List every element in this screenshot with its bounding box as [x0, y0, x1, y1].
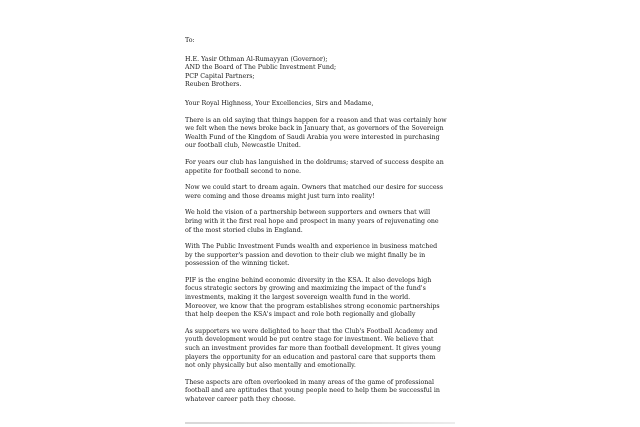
- paragraph-line: Wealth Fund of the Kingdom of Saudi Arabia you were interested in purchasing: [185, 133, 440, 141]
- paragraph-line: We hold the vision of a partnership between supporters and owners that will: [185, 209, 431, 217]
- addressee-line: AND the Board of The Public Investment Fund;: [185, 64, 337, 72]
- paragraph-line: For years our club has languished in the doldrums; starved of success despite an: [185, 158, 444, 166]
- paragraph-line: football and are aptitudes that young people need to help them be successful in: [185, 387, 440, 395]
- paragraph-doldrums: [185, 159, 455, 176]
- paragraph-vision: [185, 209, 455, 235]
- paragraph-academy: [185, 328, 455, 371]
- addressee-block: [185, 56, 455, 90]
- paragraph-aptitudes: [185, 379, 455, 405]
- cropped-text-line: [185, 421, 455, 425]
- paragraph-line: youth development would be put centre stage for investment. We believe that: [185, 336, 434, 344]
- letter-body: [185, 37, 455, 413]
- paragraph-line: Now we could start to dream again. Owners that matched our desire for success: [185, 184, 444, 192]
- paragraph-line: we felt when the news broke back in January that, as governors of the Sovereign: [185, 125, 444, 133]
- paragraph-line: that help deepen the KSA's impact and role both regionally and globally: [185, 311, 416, 319]
- paragraph-line: Moreover, we know that the program establishes strong economic partnerships: [185, 302, 440, 310]
- paragraph-line: our football club, Newcastle United.: [185, 142, 301, 150]
- paragraph-line: were coming and those dreams might just turn into reality!: [185, 192, 375, 200]
- paragraph-line: focus strategic sectors by growing and maximizing the impact of the fund's: [185, 285, 426, 293]
- salutation: Your Royal Highness, Your Excellencies, Sirs and Madame,: [185, 99, 374, 107]
- paragraph-line: not only physically but also mentally and emotionally.: [185, 362, 356, 370]
- paragraph-line: With The Public Investment Funds wealth and experience in business matched: [185, 243, 438, 251]
- paragraph-line: such an investment provides far more than football development. It gives young: [185, 345, 441, 353]
- paragraph-line: appetite for football second to none.: [185, 167, 302, 175]
- paragraph-opening: [185, 117, 455, 151]
- cropped-text-fragment: [185, 422, 455, 424]
- addressee-line: Reuben Brothers.: [185, 81, 242, 89]
- recipient-label: To:: [185, 37, 195, 44]
- paragraph-line: by the supporter's passion and devotion to their club we might finally be in: [185, 251, 426, 259]
- paragraph-dream: [185, 184, 455, 201]
- paragraph-line: There is an old saying that things happen for a reason and that was certainly how: [185, 116, 447, 124]
- paragraph-line: of the most storied clubs in England.: [185, 226, 303, 234]
- paragraph-line: PIF is the engine behind economic diversity in the KSA. It also develops high: [185, 276, 432, 284]
- paragraph-line: bring with it the first real hope and prospect in many years of rejuvenating one: [185, 217, 439, 225]
- paragraph-line: These aspects are often overlooked in many areas of the game of professional: [185, 378, 435, 386]
- addressee-line: PCP Capital Partners;: [185, 72, 255, 80]
- paragraph-line: As supporters we were delighted to hear that the Club's Football Academy and: [185, 327, 438, 335]
- paragraph-line: players the opportunity for an education and pastoral care that supports them: [185, 353, 436, 361]
- paragraph-line: whatever career path they choose.: [185, 396, 296, 403]
- paragraph-line: possession of the winning ticket.: [185, 260, 290, 268]
- paragraph-line: investments, making it the largest sovereign wealth fund in the world.: [185, 294, 411, 302]
- paragraph-pif: [185, 277, 455, 320]
- paragraph-winning-ticket: [185, 243, 455, 269]
- addressee-line: H.E. Yasir Othman Al-Rumayyan (Governor);: [185, 55, 328, 63]
